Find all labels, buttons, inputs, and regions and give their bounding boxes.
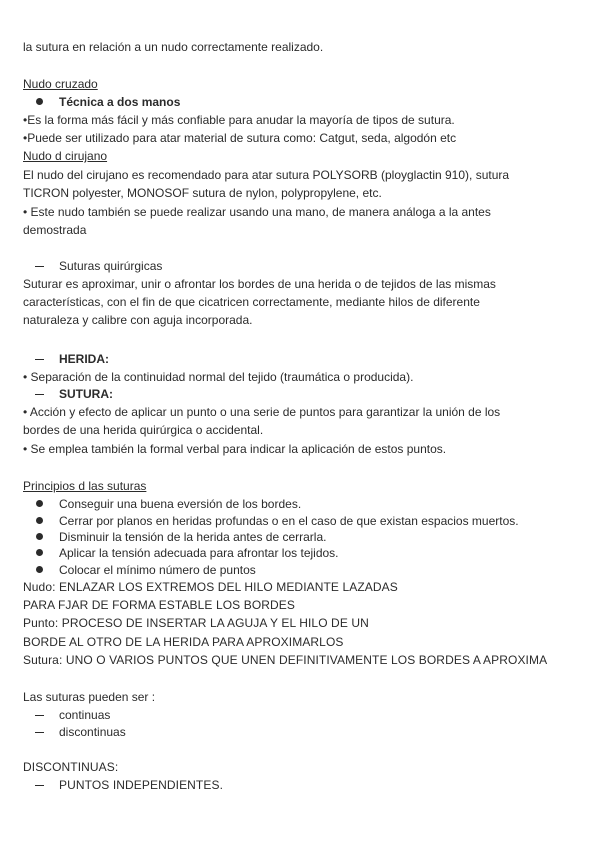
nudo-cruzado-heading: Nudo cruzado xyxy=(23,77,98,91)
nudo-cirujano-heading: Nudo d cirujano xyxy=(23,149,108,163)
nudo-cirujano-line: TICRON polyester, MONOSOF sutura de nylon, polypropylene, etc. xyxy=(23,186,382,200)
tipos-intro: Las suturas pueden ser : xyxy=(23,690,156,704)
dash-marker xyxy=(35,359,44,360)
suturas-quirurgicas-line: Suturar es aproximar, unir o afrontar los bordes de una herida o de tejidos de las mismas xyxy=(23,277,496,291)
principios-item: Aplicar la tensión adecuada para afrontar los tejidos. xyxy=(59,546,339,560)
principios-item: Colocar el mínimo número de puntos xyxy=(59,563,256,577)
suturas-quirurgicas-heading: Suturas quirúrgicas xyxy=(59,259,163,273)
suturas-quirurgicas-line: naturaleza y calibre con aguja incorporada. xyxy=(23,313,253,327)
herida-heading: HERIDA: xyxy=(59,352,109,366)
bullet-dot xyxy=(36,517,43,524)
principios-item: Conseguir una buena eversión de los bordes. xyxy=(59,497,302,511)
nudo-cirujano-line: demostrada xyxy=(23,223,87,237)
definicion-line: Punto: PROCESO DE INSERTAR LA AGUJA Y EL HILO DE UN xyxy=(23,616,369,630)
suturas-quirurgicas-line: características, con el fin de que cicatricen correctamente, mediante hilos de diferente xyxy=(23,295,480,309)
dash-marker xyxy=(35,394,44,395)
dash-marker xyxy=(35,785,44,786)
tipos-item: discontinuas xyxy=(59,725,126,739)
bullet-dot xyxy=(36,549,43,556)
dash-marker xyxy=(35,715,44,716)
bullet-dot xyxy=(36,533,43,540)
tipos-item: continuas xyxy=(59,708,111,722)
principios-item: Disminuir la tensión de la herida antes de cerrarla. xyxy=(59,530,327,544)
nudo-cruzado-line: •Es la forma más fácil y más confiable para anudar la mayoría de tipos de sutura. xyxy=(23,113,455,127)
definicion-line: BORDE AL OTRO DE LA HERIDA PARA APROXIMARLOS xyxy=(23,635,344,649)
nudo-cruzado-bullet: Técnica a dos manos xyxy=(59,95,181,109)
herida-line: • Separación de la continuidad normal del tejido (traumática o producida). xyxy=(23,370,414,384)
nudo-cirujano-line: • Este nudo también se puede realizar usando una mano, de manera análoga a la antes xyxy=(23,205,491,219)
principios-item: Cerrar por planos en heridas profundas o en el caso de que existan espacios muertos. xyxy=(59,514,519,528)
nudo-cirujano-line: El nudo del cirujano es recomendado para atar sutura POLYSORB (ployglactin 910), sutura xyxy=(23,168,510,182)
principios-heading: Principios d las suturas xyxy=(23,479,147,493)
sutura-line: • Se emplea también la formal verbal para indicar la aplicación de estos puntos. xyxy=(23,442,447,456)
definicion-line: Sutura: UNO O VARIOS PUNTOS QUE UNEN DEFINITIVAMENTE LOS BORDES A APROXIMA xyxy=(23,653,548,667)
discontinuas-heading: DISCONTINUAS: xyxy=(23,760,119,774)
intro-text: la sutura en relación a un nudo correctamente realizado. xyxy=(23,40,324,54)
dash-marker xyxy=(35,732,44,733)
bullet-dot xyxy=(36,500,43,507)
nudo-cruzado-line: •Puede ser utilizado para atar material de sutura como: Catgut, seda, algodón etc xyxy=(23,131,457,145)
definicion-line: Nudo: ENLAZAR LOS EXTREMOS DEL HILO MEDIANTE LAZADAS xyxy=(23,580,398,594)
definicion-line: PARA FJAR DE FORMA ESTABLE LOS BORDES xyxy=(23,598,295,612)
discontinuas-item: PUNTOS INDEPENDIENTES. xyxy=(59,778,224,792)
sutura-line: bordes de una herida quirúrgica o accidental. xyxy=(23,423,264,437)
dash-marker xyxy=(35,266,44,267)
bullet-dot xyxy=(36,566,43,573)
sutura-line: • Acción y efecto de aplicar un punto o una serie de puntos para garantizar la unión de los xyxy=(23,405,501,419)
bullet-dot xyxy=(36,98,43,105)
sutura-heading: SUTURA: xyxy=(59,387,113,401)
